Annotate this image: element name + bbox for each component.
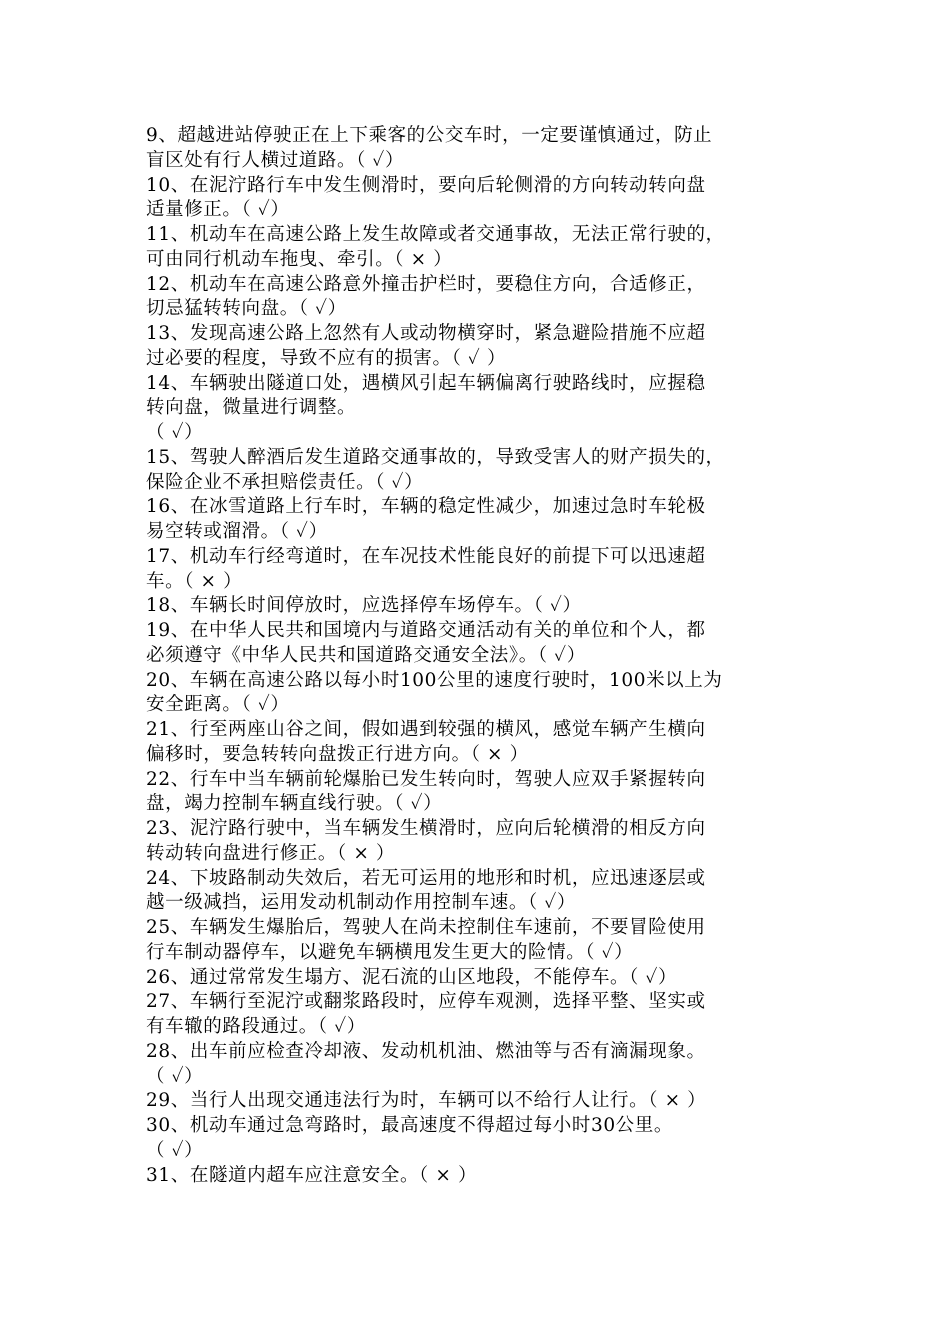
text-line: 30、机动车通过急弯路时，最高速度不得超过每小时30公里。 xyxy=(146,1115,673,1136)
text-line: 安全距离。（ ✓） xyxy=(146,694,290,716)
text-line: 17、机动车行经弯道时，在车况技术性能良好的前提下可以迅速超 xyxy=(146,545,706,567)
text-line: 切忌猛转转向盘。（ ✓） xyxy=(146,298,347,320)
text-line: 23、泥泞路行驶中，当车辆发生横滑时，应向后轮横滑的相反方向 xyxy=(146,818,706,839)
text-line: 22、行车中当车辆前轮爆胎已发生转向时，驾驶人应双手紧握转向 xyxy=(146,768,706,790)
text-line: 易空转或溜滑。（ ✓） xyxy=(146,521,328,542)
text-line: 26、通过常常发生塌方、泥石流的山区地段，不能停车。（ ✓） xyxy=(146,966,678,988)
question-list xyxy=(146,124,814,1188)
text-line: （ ✓） xyxy=(146,1139,204,1161)
text-line: 12、机动车在高速公路意外撞击护栏时，要稳住方向，合适修正， xyxy=(146,273,706,295)
text-line: 31、在隧道内超车应注意安全。（ × ） xyxy=(146,1164,478,1186)
text-line: 偏移时，要急转转向盘拨正行进方向。（ × ） xyxy=(146,743,529,765)
text-line: 14、车辆驶出隧道口处，遇横风引起车辆偏离行驶路线时，应握稳 xyxy=(146,372,706,394)
text-line: 27、车辆行至泥泞或翻浆路段时，应停车观测，选择平整、坚实或 xyxy=(146,991,706,1013)
text-line: 行车制动器停车，以避免车辆横甩发生更大的险情。（ ✓） xyxy=(146,941,634,963)
text-line: 转动转向盘进行修正。（ × ） xyxy=(146,842,396,864)
text-line: 盘，竭力控制车辆直线行驶。（ ✓） xyxy=(146,793,443,815)
text-line: 13、发现高速公路上忽然有人或动物横穿时，紧急避险措施不应超 xyxy=(146,323,706,344)
text-line: 21、行至两座山谷之间，假如遇到较强的横风，感觉车辆产生横向 xyxy=(146,719,706,740)
text-line: 保险企业不承担赔偿责任。（ ✓） xyxy=(146,471,424,493)
text-line: 10、在泥泞路行车中发生侧滑时，要向后轮侧滑的方向转动转向盘 xyxy=(146,174,706,196)
text-line: 转向盘，微量进行调整。 xyxy=(146,397,357,419)
text-line: 25、车辆发生爆胎后，驾驶人在尚未控制住车速前，不要冒险使用 xyxy=(146,917,706,938)
text-line: 11、机动车在高速公路上发生故障或者交通事故，无法正常行驶的， xyxy=(146,224,725,245)
text-line: 24、下坡路制动失效后，若无可运用的地形和时机，应迅速逐层或 xyxy=(146,867,706,889)
text-line: 过必要的程度，导致不应有的损害。（ ✓ ） xyxy=(146,347,507,369)
text-line: 可由同行机动车拖曳、牵引。（ × ） xyxy=(146,248,453,270)
text-line: 盲区处有行人横过道路。（ ✓） xyxy=(146,149,405,171)
text-line: 15、驾驶人醉酒后发生道路交通事故的，导致受害人的财产损失的， xyxy=(146,446,725,468)
text-line: 有车辙的路段通过。（ ✓） xyxy=(146,1016,366,1037)
text-line: 16、在冰雪道路上行车时，车辆的稳定性减少，加速过急时车轮极 xyxy=(146,496,706,518)
text-line: 必须遵守《中华人民共和国道路交通安全法》。（ ✓） xyxy=(146,644,586,666)
text-line: 车。（ × ） xyxy=(146,570,243,592)
text-line: 28、出车前应检查冷却液、发动机机油、燃油等与否有滴漏现象。 xyxy=(146,1040,706,1062)
text-line: 19、在中华人民共和国境内与道路交通活动有关的单位和个人，都 xyxy=(146,620,706,641)
text-line: （ ✓） xyxy=(146,1065,204,1087)
text-line: 20、车辆在高速公路以每小时100公里的速度行驶时，100米以上为 xyxy=(146,669,723,691)
text-line: 越一级减挡，运用发动机制动作用控制车速。（ ✓） xyxy=(146,892,576,914)
text-line: 适量修正。（ ✓） xyxy=(146,199,290,221)
text-line: 9、超越进站停驶正在上下乘客的公交车时，一定要谨慎通过，防止 xyxy=(146,125,713,146)
text-line: （ ✓） xyxy=(146,422,204,443)
text-line: 29、当行人出现交通违法行为时，车辆可以不给行人让行。（ × ） xyxy=(146,1090,707,1112)
text-line: 18、车辆长时间停放时，应选择停车场停车。（ ✓） xyxy=(146,595,582,617)
